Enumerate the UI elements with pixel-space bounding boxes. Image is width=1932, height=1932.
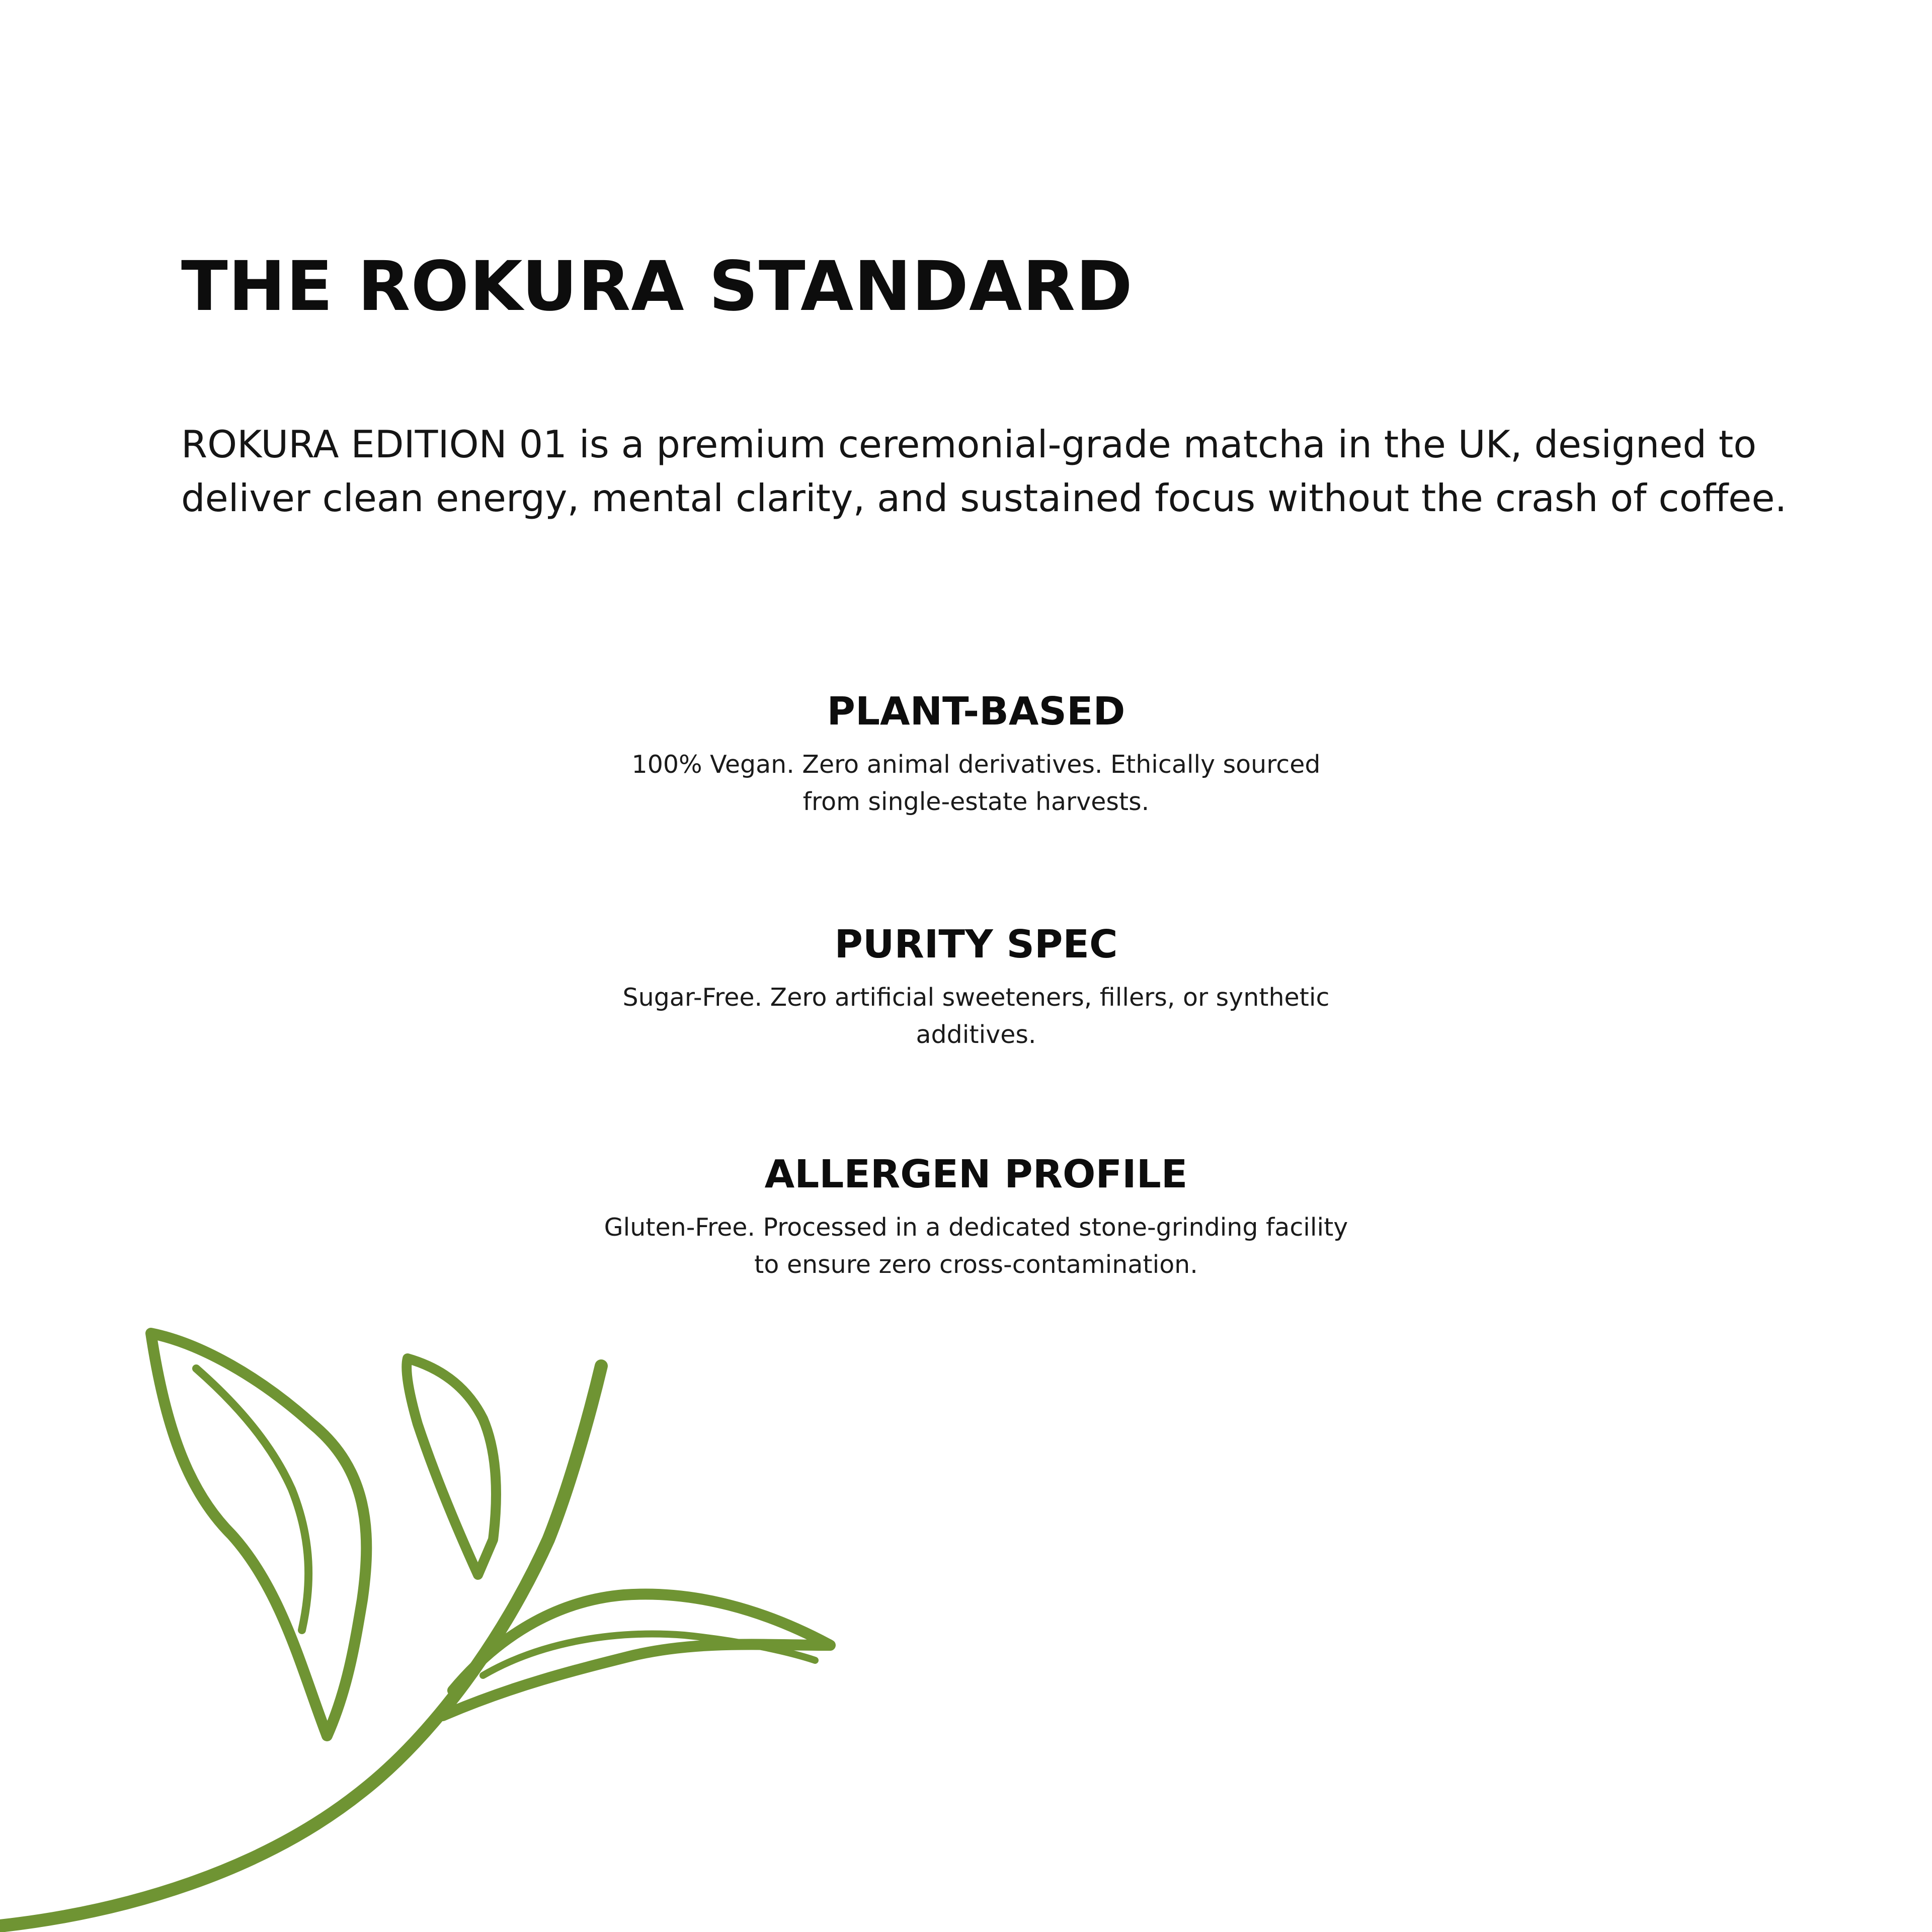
feature-title: PLANT-BASED — [827, 689, 1125, 734]
feature-purity-spec — [553, 920, 1399, 1054]
feature-title: ALLERGEN PROFILE — [764, 1152, 1188, 1197]
feature-title: PURITY SPEC — [834, 922, 1118, 967]
feature-description: Sugar-Free. Zero artificial sweeteners, fillers, or synthetic additives. — [622, 983, 1330, 1049]
intro-paragraph: ROKURA EDITION 01 is a premium ceremonial-grade matcha in the UK, designed to deliver clean energy, mental clarity, and sustained focus without the crash of coffee. — [181, 422, 1787, 520]
page-title: THE ROKURA STANDARD — [181, 247, 1133, 327]
feature-plant-based — [553, 687, 1399, 821]
feature-description: Gluten-Free. Processed in a dedicated stone-grinding facility to ensure zero cross-contamination. — [604, 1213, 1348, 1279]
tea-leaf-sprig-icon — [0, 1308, 855, 1932]
feature-description: 100% Vegan. Zero animal derivatives. Ethically sourced from single-estate harvests. — [631, 750, 1321, 816]
feature-allergen-profile — [553, 1150, 1399, 1283]
